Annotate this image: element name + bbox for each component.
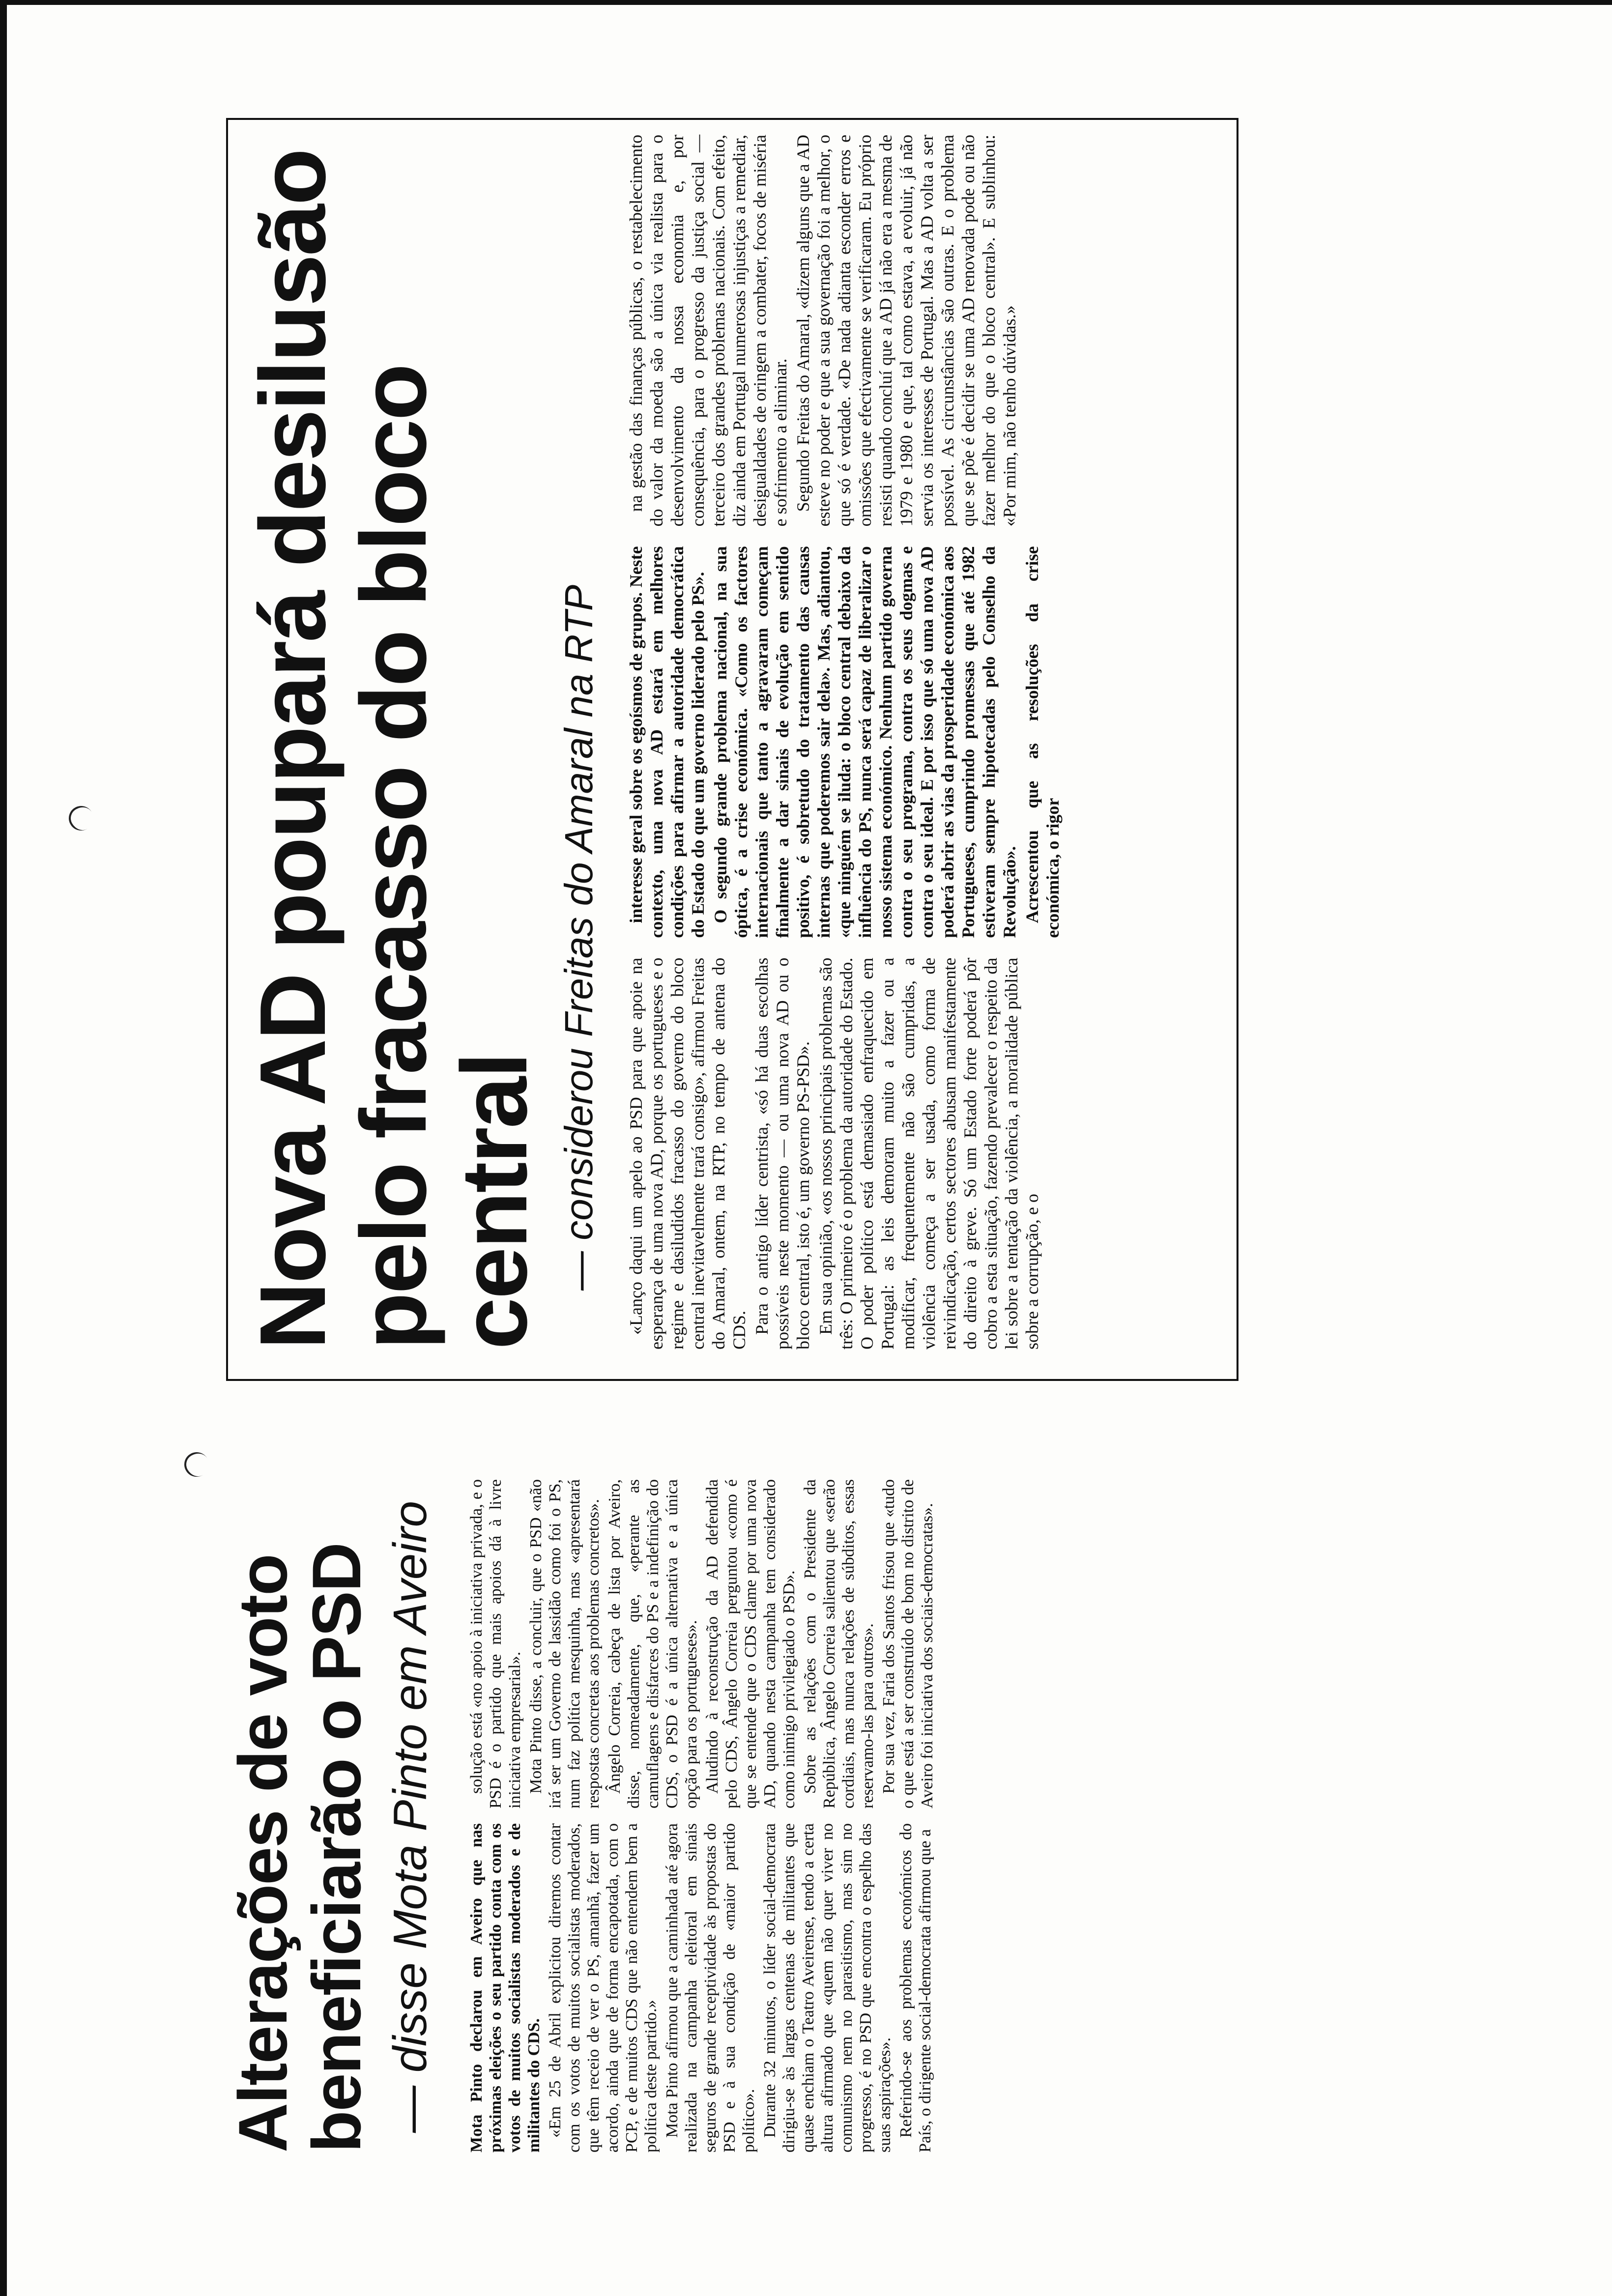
article-paragraph: Ângelo Correia, cabeça de lista por Aveiro, disse, nomeadamente, que, «perante as camuflagens e disfarces do PS e a indefinição do CDS, o PSD é a única alternativa e a única opção para os portugueses». [605, 1479, 700, 1808]
article-paragraph: Durante 32 minutos, o líder social-democrata dirigiu-se às largas centenas de militantes que quase enchiam o Teatro Aveirense, tendo a certa altura afirmado que «quem não quer viver no comunismo nem no parasitismo, mas sim no progresso, é no PSD que encontra o espelho das suas aspirações». [761, 1823, 894, 2152]
article-paragraph: Mota Pinto afirmou que a caminhada até agora realizada na campanha eleitoral em sinais seguros de grande receptividade às propostas do PSD e à sua condição de «maior partido político». [663, 1823, 758, 2152]
article-headline: Nova AD poupará desilusão pelo fracasso do bloco central [241, 149, 547, 1349]
article-column [467, 1479, 939, 1808]
article-headline: Alterações de voto beneficiarão o PSD [224, 1543, 375, 2152]
scan-border-top [0, 0, 1612, 5]
article-paragraph: solução está «no apoio à iniciativa privada, e o PSD é o partido que mais apoios dá à livre iniciativa empresarial». [467, 1479, 524, 1808]
article-paragraph: «Lanço daqui um apelo ao PSD para que apoie na esperança de uma nova AD, porque os portugueses e o regime e dasiludidos fracasso do governo do bloco central inevitavelmente trará consigo», afirmou Freitas do Amaral, ontem, na RTP, no tempo de antena do CDS. [626, 957, 749, 1349]
article-paragraph: Referindo-se aos problemas económicos do País, o dirigente social-democrata afirmou que a [897, 1823, 934, 2152]
article-columns [467, 1479, 939, 2152]
newspaper-clipping [226, 108, 1307, 2152]
article-paragraph: Para o antigo líder centrista, «só há duas escolhas possíveis neste momento — ou uma nova AD ou o bloco central, isto é, um governo PS-PSD». [752, 957, 813, 1349]
article-column [626, 135, 1065, 526]
article-freitas-do-amaral [226, 118, 1238, 1381]
punch-hole-mark [180, 1448, 213, 1481]
article-paragraph: na gestão das finanças públicas, o restabelecimento do valor da moeda são a única via realista para o desenvolvimento da nossa economia e, por consequência, para o progresso da justiça social — terceiro dos grandes problemas nacionais. Com efeito, diz ainda em Portugal numerosas injustiças a remediar, desigualdades de oringem a combater, focos de miséria e sofrimento a eliminar. [626, 135, 790, 527]
article-paragraph: Sobre as relações com o Presidente da República, Ângelo Correia salientou que «serão cordiais, mas nunca relações de súbditos, essas reservamo-las para outros». [801, 1479, 877, 1808]
article-mota-pinto [226, 1479, 1307, 2152]
article-columns [626, 135, 1065, 1349]
article-subhead: — considerou Freitas do Amaral na RTP [557, 584, 601, 1291]
article-paragraph: «Em 25 de Abril explicitou diremos contar com os votos de muitos socialistas moderados, que têm receio de ver o PS, amanhã, fazer um acordo, ainda que de forma encapotada, com o PCP, e de muitos CDS que não entendem bem a política deste partido.» [546, 1823, 660, 2152]
article-paragraph: Em sua opinião, «os nossos principais problemas são três: O primeiro é o problema da autoridade do Estado. O poder político está demasiado enfraquecido em Portugal: as leis demoram muito a fazer ou a modificar, frequentemente não são cumpridas, a violência começa a ser usada, como forma de reivindicação, certos sectores abusam manifestamente do direito à greve. Só um Estado forte poderá pôr cobro a esta situação, fazendo prevalecer o respeito da lei sobre a tentação da violência, a moralidade pública sobre a corrupção, e o [816, 957, 1042, 1349]
scan-border-left [0, 0, 7, 2296]
article-column [626, 546, 1065, 938]
article-paragraph: Mota Pinto disse, a concluir, que o PSD «não irá ser um Governo de lassidão como foi o PS, num faz política mesquinha, mas «apresentará respostas concretas aos problemas concretos». [527, 1479, 603, 1808]
article-paragraph: Acrescentou que as resoluções da crise económica, o rigor [1022, 546, 1063, 938]
article-paragraph: interesse geral sobre os egoísmos de grupos. Neste contexto, uma nova AD estará em melhores condições para afirmar a autoridade democrática do Estado do que um governo liderado pelo PS». [626, 546, 708, 938]
punch-hole-mark [64, 802, 98, 835]
article-column [467, 1823, 939, 2152]
article-subhead: — disse Mota Pinto em Aveiro [384, 1501, 436, 2133]
article-lead: Mota Pinto declarou em Aveiro que nas próximas eleições o seu partido conta com os votos de muitos socialistas moderados e de militantes do CDS. [467, 1823, 543, 2152]
article-paragraph: O segundo grande problema nacional, na sua óptica, é a crise económica. «Como os factores internacionais que tanto a agravaram começam finalmente a dar sinais de evolução em sentido positivo, é sobretudo do tratamento das causas internas que poderemos sair dela». Mas, adiantou, «que ninguém se iluda: o bloco central debaixo da influência do PS, nunca será capaz de liberalizar o nosso sistema económico. Nenhum partido governa contra o seu programa, contra os seus dogmas e contra o seu ideal. E por isso que só uma nova AD poderá abrir as vias da prosperidade económica aos Portugueses, cumprindo promessas que até 1982 estiveram sempre hipotecadas pelo Conselho da Revolução». [711, 546, 1019, 938]
article-column [626, 958, 1065, 1349]
article-paragraph: Segundo Freitas do Amaral, «dizem alguns que a AD esteve no poder e que a sua governação foi a melhor, o que só é verdade. «De nada adianta esconder erros e omissões que efectivamente se verificaram. Eu próprio resisti quando concluí que a AD já não era a mesma de 1979 e 1980 e que, tal como estava, a evoluir, já não servia os interesses de Portugal. Mas a AD volta a ser possível. As circunstâncias são outras. E o problema que se põe é decidir se uma AD renovada pode ou não fazer melhor do que o bloco central». E sublinhou: «Por mim, não tenho dúvidas.» [793, 135, 1019, 527]
article-paragraph: Por sua vez, Faria dos Santos frisou que «tudo o que está a ser construído de bom no distrito de Aveiro foi iniciativa dos sociais-democratas». [880, 1479, 936, 1808]
article-paragraph: Aludindo à reconstrução da AD defendida pelo CDS, Ângelo Correia perguntou «como é que se entende que o CDS clame por uma nova AD, quando nesta campanha tem considerado como inimigo privilegiado o PSD». [703, 1479, 798, 1808]
